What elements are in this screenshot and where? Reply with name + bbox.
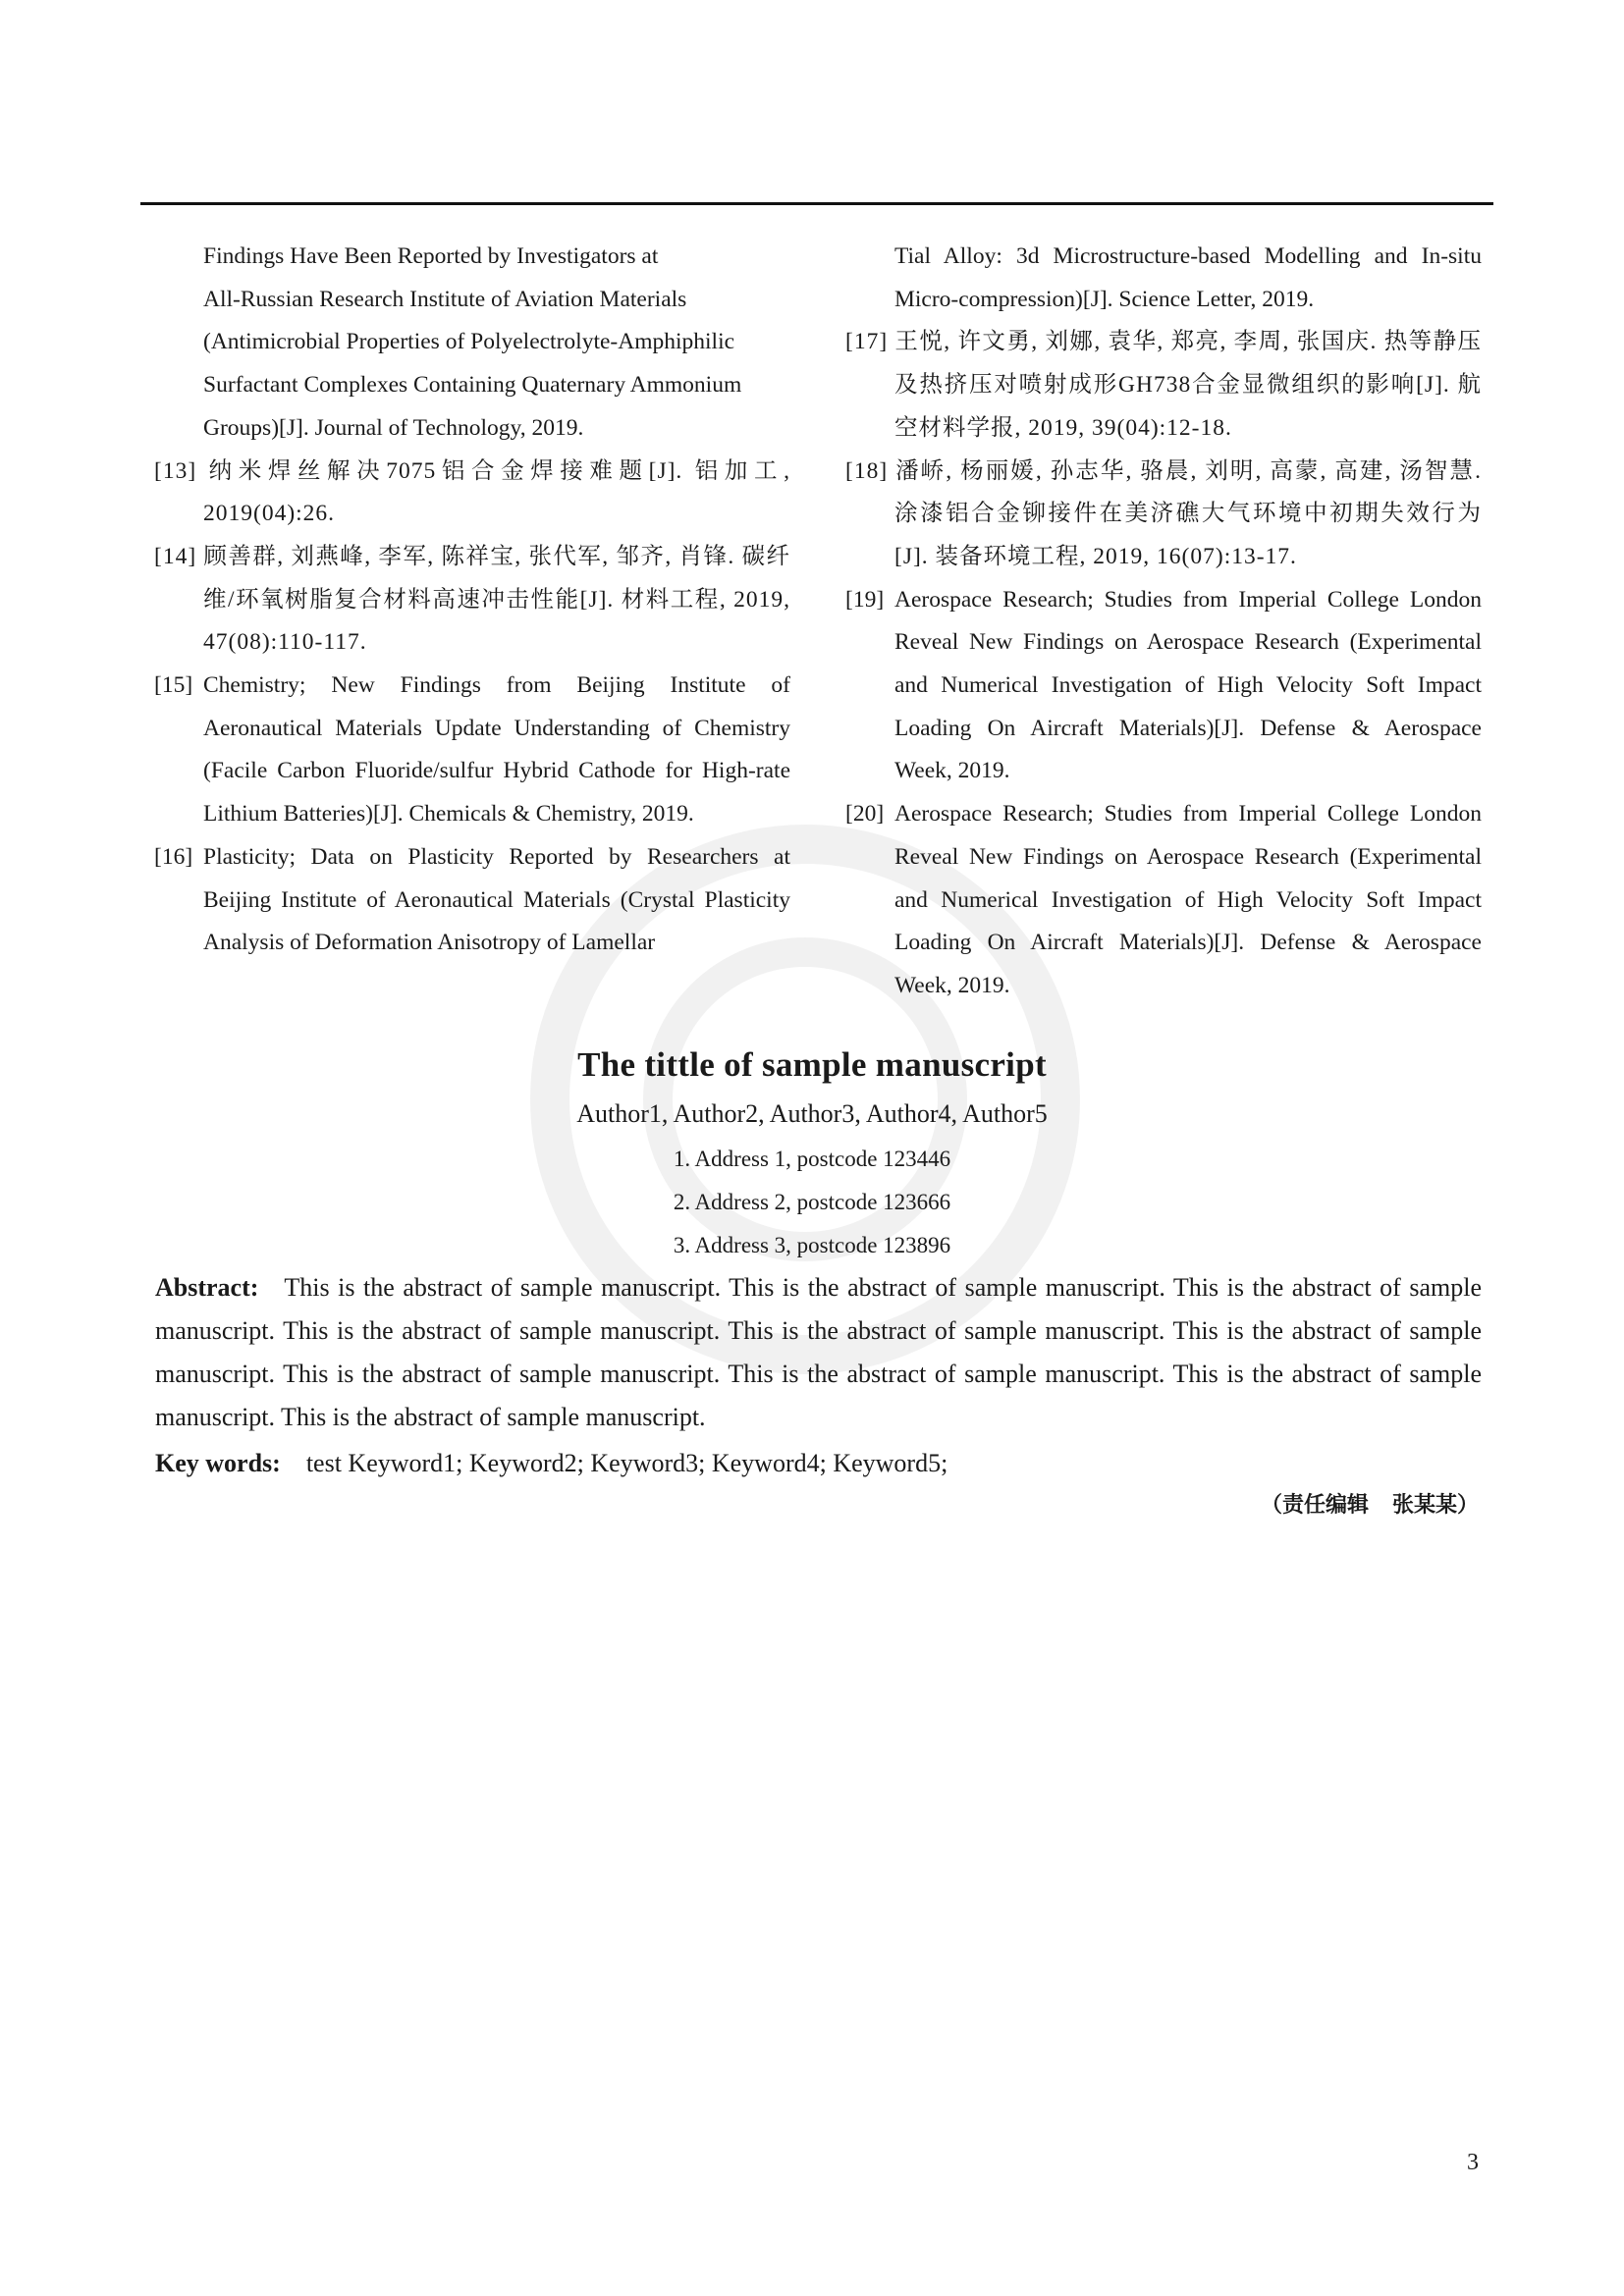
- continuation-line: (Antimicrobial Properties of Polyelectrolyte-Amphiphilic: [203, 329, 735, 355]
- continuation-line: All-Russian Research Institute of Aviation Materials: [203, 286, 687, 312]
- paper-title: The tittle of sample manuscript: [577, 1045, 1047, 1084]
- reference-text: Aerospace Research; Studies from Imperial College London Reveal New Findings on Aerospace Research (Experimental and Numerical Investigation of High Velocity Soft Impact Loading On Aircraft Materials)[J]. Defense & Aerospace Week, 2019.: [894, 801, 1482, 998]
- address-3: 3. Address 3, postcode 123896: [673, 1233, 951, 1257]
- reference-number: [17]: [845, 329, 889, 355]
- author-list: Author1, Author2, Author3, Author4, Author5: [576, 1099, 1048, 1128]
- responsible-editor: [1261, 1484, 1479, 1527]
- reference-number: [15]: [154, 672, 193, 699]
- reference-16: [154, 836, 790, 965]
- reference-20: [845, 793, 1482, 1008]
- abstract-paragraph: [155, 1266, 1482, 1439]
- reference-13: [154, 451, 790, 536]
- abstract-text: This is the abstract of sample manuscript. This is the abstract of sample manuscript. This is the abstract of sample manuscript. This is the abstract of sample manuscript. This is the abstract of sample manuscript. This is the abstract of sample manuscript. This is the abstract of sample manuscript. This is the abstract of sample manuscript. This is the abstract of sample manuscript. This is the abstract of sample manuscript.: [155, 1273, 1482, 1431]
- page-number: 3: [1467, 2150, 1479, 2175]
- reference-19: [845, 579, 1482, 794]
- continuation-line: Findings Have Been Reported by Investigators at: [203, 243, 659, 269]
- keywords-label: Key words:: [155, 1449, 281, 1477]
- editor-close-paren: ）: [1456, 1493, 1479, 1518]
- reference-number: [16]: [154, 843, 193, 870]
- abstract-label: Abstract:: [155, 1273, 259, 1302]
- reference-number: [20]: [845, 801, 885, 828]
- reference-16-continuation: Tial Alloy: 3d Microstructure-based Modelling and In-situ Micro-compression)[J]. Science Letter, 2019.: [894, 243, 1482, 312]
- reference-text: 顾善群, 刘燕峰, 李军, 陈祥宝, 张代军, 邹齐, 肖锋. 碳纤维/环氧树脂复合材料高速冲击性能[J]. 材料工程, 2019, 47(08):110-117.: [203, 543, 790, 656]
- reference-number: [14]: [154, 543, 197, 569]
- reference-number: [13]: [154, 457, 197, 484]
- reference-14: [154, 536, 790, 665]
- continuation-line: Surfactant Complexes Containing Quaternary Ammonium: [203, 372, 742, 399]
- reference-12-continuation: [154, 236, 790, 451]
- reference-text: Aerospace Research; Studies from Imperial College London Reveal New Findings on Aerospace Research (Experimental and Numerical Investigation of High Velocity Soft Impact Loading On Aircraft Materials)[J]. Defense & Aerospace Week, 2019.: [894, 586, 1482, 784]
- references-left-column: [154, 236, 790, 965]
- reference-number: [18]: [845, 457, 889, 484]
- editor-role: 责任编辑: [1281, 1493, 1369, 1518]
- reference-text: 纳米焊丝解决7075铝合金焊接难题[J]. 铝加工, 2019(04):26.: [203, 457, 790, 527]
- reference-number: [19]: [845, 586, 885, 613]
- continuation-line: Groups)[J]. Journal of Technology, 2019.: [203, 414, 584, 441]
- keywords-text: test Keyword1; Keyword2; Keyword3; Keyword4; Keyword5;: [305, 1449, 948, 1477]
- editor-open-paren: （: [1260, 1493, 1282, 1518]
- reference-text: Chemistry; New Findings from Beijing Institute of Aeronautical Materials Update Understanding of Chemistry (Facile Carbon Fluoride/sulfur Hybrid Cathode for High-rate Lithium Batteries)[J]. Chemicals & Chemistry, 2019.: [203, 672, 790, 828]
- reference-15: [154, 665, 790, 836]
- reference-text: 王悦, 许文勇, 刘娜, 袁华, 郑亮, 李周, 张国庆. 热等静压及热挤压对喷射成形GH738合金显微组织的影响[J]. 航空材料学报, 2019, 39(04):12-18.: [894, 329, 1482, 441]
- editor-name: 张某某: [1391, 1493, 1457, 1518]
- reference-18: [845, 451, 1482, 579]
- reference-text: Plasticity; Data on Plasticity Reported by Researchers at Beijing Institute of Aeronautical Materials (Crystal Plasticity Analysis of Deformation Anisotropy of Lamellar: [203, 843, 790, 956]
- address-1: 1. Address 1, postcode 123446: [673, 1147, 951, 1171]
- keywords-line: [155, 1442, 1482, 1485]
- address-2: 2. Address 2, postcode 123666: [673, 1190, 951, 1214]
- header-rule: [140, 202, 1493, 205]
- reference-text: 潘峤, 杨丽媛, 孙志华, 骆晨, 刘明, 高蒙, 高建, 汤智慧. 涂漆铝合金铆接件在美济礁大气环境中初期失效行为[J]. 装备环境工程, 2019, 16(07):13-17.: [894, 457, 1482, 569]
- reference-17: [845, 321, 1482, 450]
- references-right-column: [845, 236, 1482, 1008]
